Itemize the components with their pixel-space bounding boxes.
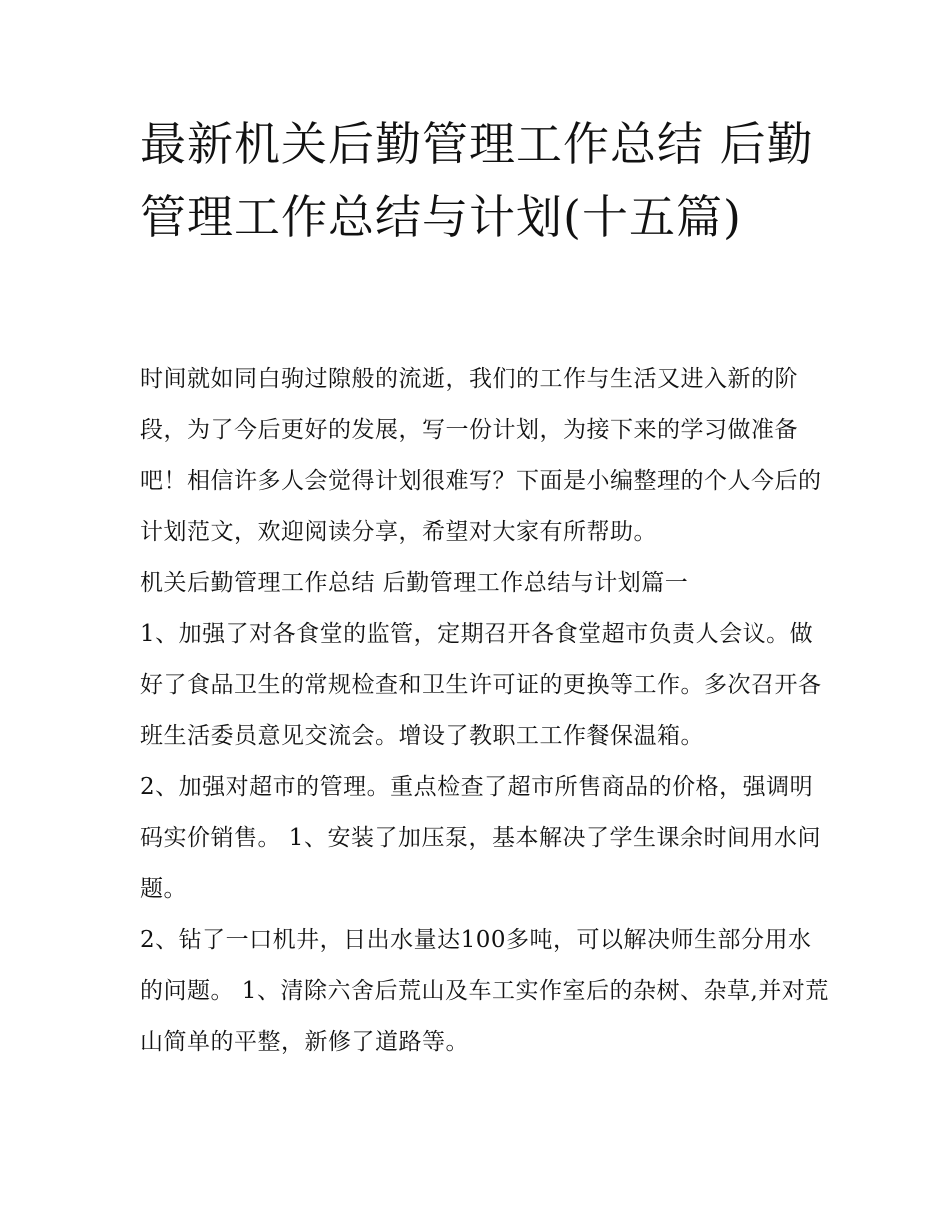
- list-item: 1、加强了对各食堂的监管，定期召开各食堂超市负责人会议。做好了食品卫生的常规检查和卫生许可证的更换等工作。多次召开各班生活委员意见交流会。增设了教职工工作餐保温箱。: [140, 621, 822, 749]
- document-title: 最新机关后勤管理工作总结 后勤管理工作总结与计划(十五篇): [140, 117, 814, 244]
- list-item: 2、钻了一口机井，日出水量达100多吨，可以解决师生部分用水的问题。 1、清除六舍后荒山及车工实作室后的杂树、杂草,并对荒山简单的平整，新修了道路等。: [140, 927, 829, 1055]
- intro-paragraph: 时间就如同白驹过隙般的流逝，我们的工作与生活又进入新的阶段，为了今后更好的发展，写一份计划，为接下来的学习做准备吧！相信许多人会觉得计划很难写？下面是小编整理的个人今后的计划范文，欢迎阅读分享，希望对大家有所帮助。: [140, 366, 822, 545]
- list-item: 2、加强对超市的管理。重点检查了超市所售商品的价格，强调明码实价销售。 1、安装了加压泵，基本解决了学生课余时间用水问题。: [140, 774, 821, 902]
- document-body: [140, 354, 830, 1068]
- section-heading: 机关后勤管理工作总结 后勤管理工作总结与计划篇一: [140, 570, 689, 596]
